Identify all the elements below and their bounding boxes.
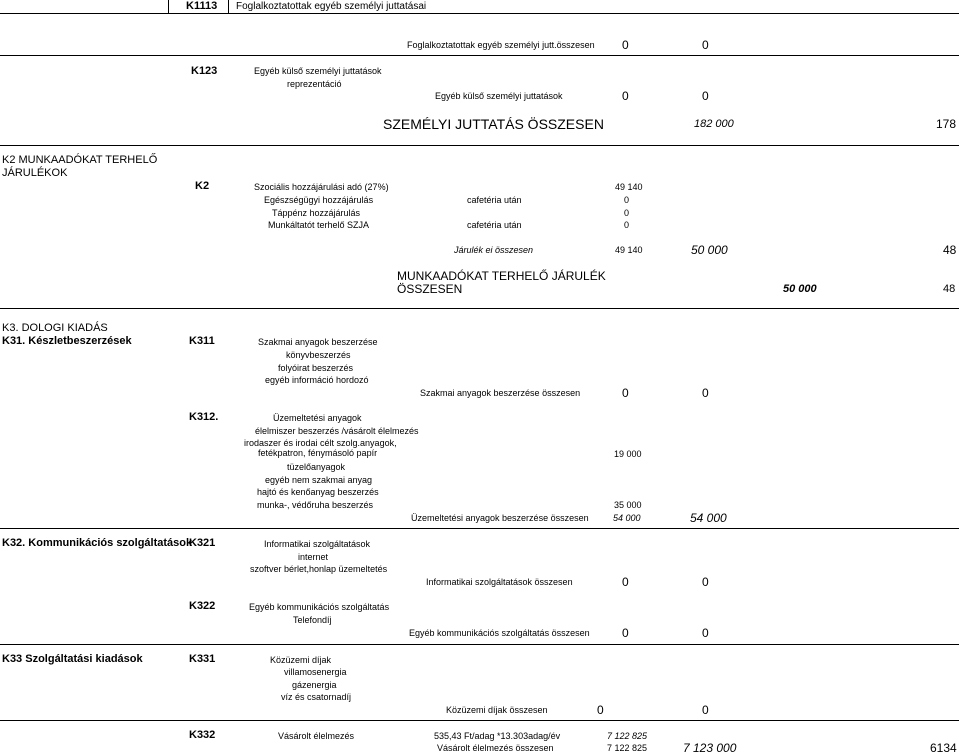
k2-item-value: 0 <box>624 195 630 205</box>
sum-label-k1113: Foglalkoztatottak egyéb személyi jutt.összesen <box>407 40 595 50</box>
k2-item-value: 0 <box>624 208 630 218</box>
k312-item: élelmiszer beszerzés /vásárolt élelmezés <box>255 426 419 436</box>
k321-sum-v2: 0 <box>702 575 709 589</box>
k311-item: könyvbeszerzés <box>286 350 351 360</box>
k312-item: munka-, védőruha beszerzés <box>257 500 374 510</box>
k312-value: 35 000 <box>614 500 642 510</box>
k2-total-label-2: ÖSSZESEN <box>397 282 463 296</box>
k331-sum-v2: 0 <box>702 703 709 717</box>
row-divider <box>0 13 959 14</box>
k312-sum-label: Üzemeltetési anyagok beszerzése összesen <box>411 513 589 523</box>
k311-sum-label: Szakmai anyagok beszerzése összesen <box>420 388 581 398</box>
k332-sum-v2: 7 123 000 <box>683 741 737 755</box>
code-k321: K321 <box>189 537 216 549</box>
sum-v2-k1113: 0 <box>702 38 709 52</box>
k2-total-count: 48 <box>943 283 956 295</box>
k2-item-label: Szociális hozzájárulási adó (27%) <box>254 182 389 192</box>
k2-item-note: cafetéria után <box>467 220 522 230</box>
k321-item: szoftver bérlet,honlap üzemeltetés <box>250 564 388 574</box>
k2-sum-value: 49 140 <box>615 245 643 255</box>
k312-sum-v2: 54 000 <box>690 511 727 525</box>
k322-sum-label: Egyéb kommunikációs szolgáltatás összesen <box>409 628 590 638</box>
k322-sum-v1: 0 <box>622 626 629 640</box>
k331-item: víz és csatornadíj <box>281 692 352 702</box>
code-k331: K331 <box>189 653 216 665</box>
k331-item: villamosenergia <box>284 667 347 677</box>
k332-sum-v1: 7 122 825 <box>607 743 648 753</box>
k331-sum-label: Közüzemi díjak összesen <box>446 705 548 715</box>
k2-item-note: cafetéria után <box>467 195 522 205</box>
label-k1113: Foglalkoztatottak egyéb személyi juttatásai <box>236 1 427 12</box>
sum-v2-k123: 0 <box>702 89 709 103</box>
k2-item-label: Egészségügyi hozzájárulás <box>264 195 374 205</box>
label-reprezentacio: reprezentáció <box>287 79 342 89</box>
k3-heading: K3. DOLOGI KIADÁS <box>2 322 108 334</box>
k332-value: 7 122 825 <box>607 731 648 741</box>
k2-item-label: Munkáltatót terhelő SZJA <box>268 220 370 230</box>
column-divider <box>168 0 169 13</box>
k311-item: egyéb információ hordozó <box>265 375 369 385</box>
k2-item-label: Táppénz hozzájárulás <box>272 208 361 218</box>
code-k123: K123 <box>191 65 218 77</box>
k332-sum-label: Vásárolt élelmezés összesen <box>437 743 554 753</box>
k2-item-value: 49 140 <box>615 182 643 192</box>
szemelyi-total-label: SZEMÉLYI JUTTATÁS ÖSSZESEN <box>383 116 604 132</box>
section-divider <box>0 528 959 529</box>
k2-heading-1: K2 MUNKAADÓKAT TERHELŐ <box>2 154 158 166</box>
sum-label-k123: Egyéb külső személyi juttatások <box>435 91 563 101</box>
k2-sum-amount: 50 000 <box>691 243 728 257</box>
section-divider <box>0 644 959 645</box>
code-k312: K312. <box>189 411 219 423</box>
code-k1113: K1113 <box>186 0 218 12</box>
code-k2: K2 <box>195 180 210 192</box>
k322-item: Egyéb kommunikációs szolgáltatás <box>249 602 390 612</box>
k312-item: tüzelőanyagok <box>287 462 346 472</box>
k312-item: irodaszer és irodai célt szolg.anyagok, <box>244 438 397 448</box>
k332-item: Vásárolt élelmezés <box>278 731 355 741</box>
column-divider <box>228 0 229 13</box>
k321-item: internet <box>298 552 329 562</box>
k312-value: 19 000 <box>614 449 642 459</box>
k312-item: Üzemeltetési anyagok <box>273 413 362 423</box>
k2-total-label-1: MUNKAADÓKAT TERHELŐ JÁRULÉK <box>397 269 606 283</box>
k321-sum-label: Informatikai szolgáltatások összesen <box>426 577 573 587</box>
row-divider <box>0 55 959 56</box>
k31-label: K31. Készletbeszerzések <box>2 335 132 347</box>
sum-v1-k123: 0 <box>622 89 629 103</box>
k32-label: K32. Kommunikációs szolgáltatások <box>2 537 193 549</box>
k2-sum-label: Járulék ei összesen <box>454 245 534 255</box>
k312-item: fetékpatron, fénymásoló papír <box>258 448 378 458</box>
k331-item: Közüzemi díjak <box>270 655 332 665</box>
code-k322: K322 <box>189 600 216 612</box>
k321-sum-v1: 0 <box>622 575 629 589</box>
k312-item: egyéb nem szakmai anyag <box>265 475 373 485</box>
k332-note: 535,43 Ft/adag *13.303adag/év <box>434 731 561 741</box>
k311-sum-v2: 0 <box>702 386 709 400</box>
k331-item: gázenergia <box>292 680 337 690</box>
sum-v1-k1113: 0 <box>622 38 629 52</box>
k311-sum-v1: 0 <box>622 386 629 400</box>
section-divider <box>0 308 959 309</box>
code-k332: K332 <box>189 729 216 741</box>
k2-item-value: 0 <box>624 220 630 230</box>
section-divider <box>0 145 959 146</box>
szemelyi-total-count: 178 <box>936 117 957 131</box>
k312-item: hajtó és kenőanyag beszerzés <box>257 487 379 497</box>
code-k311: K311 <box>189 335 215 347</box>
k33-label: K33 Szolgáltatási kiadások <box>2 653 143 665</box>
k2-sum-count: 48 <box>943 243 957 257</box>
label-k123: Egyéb külső személyi juttatások <box>254 66 382 76</box>
k311-item: Szakmai anyagok beszerzése <box>258 337 378 347</box>
k2-heading-2: JÁRULÉKOK <box>2 167 68 179</box>
k321-item: Informatikai szolgáltatások <box>264 539 371 549</box>
k332-total: 6134 <box>930 741 957 755</box>
section-divider <box>0 720 959 721</box>
k322-item: Telefondíj <box>293 615 332 625</box>
k311-item: folyóirat beszerzés <box>278 363 354 373</box>
k331-sum-v1: 0 <box>597 703 604 717</box>
k312-sum-v1: 54 000 <box>613 513 641 523</box>
k322-sum-v2: 0 <box>702 626 709 640</box>
szemelyi-total-amount: 182 000 <box>694 118 734 130</box>
k2-total-amount: 50 000 <box>783 283 817 295</box>
